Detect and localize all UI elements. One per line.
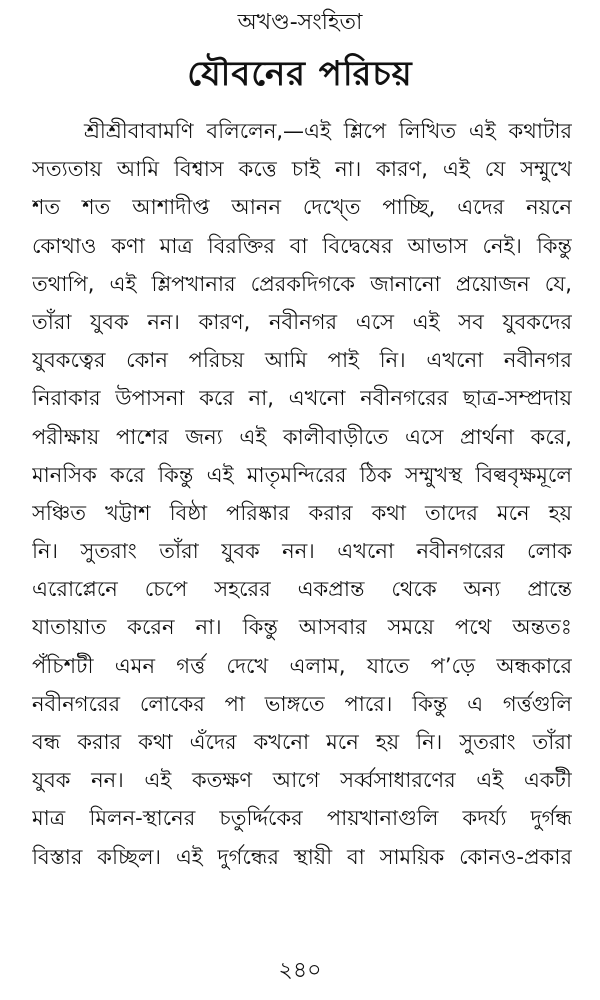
body-paragraph: [32, 112, 572, 876]
text-line: বিস্তার কচ্ছিল। এই দুর্গন্ধের স্থায়ী বা সাময়িক কোনও-প্রকার: [32, 844, 572, 869]
text-line: নবীনগরের লোকের পা ভাঙ্গতে পারে। কিন্তু এ গর্ত্তগুলি: [32, 691, 572, 716]
text-line: সত্যতায় আমি বিশ্বাস কত্তে চাই না। কারণ, এই যে সম্মুখে: [32, 157, 572, 182]
text-line: মানসিক করে কিন্তু এই মাতৃমন্দিরের ঠিক সম্মুখস্থ বিল্ববৃক্ষমূলে: [32, 462, 572, 487]
text-line: যুবক নন। এই কতক্ষণ আগে সর্ব্বসাধারণের এই একটী: [32, 768, 572, 793]
text-line: মাত্র মিলন-স্থানের চতুর্দ্দিকের পায়খানাগুলি কদর্য্য দুর্গন্ধ: [32, 806, 572, 831]
chapter-title: যৌবনের পরিচয়: [187, 54, 413, 94]
text-line: পঁচিশটী এমন গর্ত্ত দেখে এলাম, যাতে প’ড়ে অন্ধকারে: [32, 653, 572, 678]
running-head: অখণ্ড-সংহিতা: [237, 10, 363, 35]
text-line: যুবকত্বের কোন পরিচয় আমি পাই নি। এখনো নবীনগর: [32, 348, 572, 373]
text-line: নিরাকার উপাসনা করে না, এখনো নবীনগরের ছাত্র-সম্প্রদায়: [32, 386, 572, 411]
page-number: ২৪০: [278, 958, 322, 983]
text-line: পরীক্ষায় পাশের জন্য এই কালীবাড়ীতে এসে প্রার্থনা করে,: [32, 424, 572, 449]
text-line: শত শত আশাদীপ্ত আনন দেখ্তে পাচ্ছি, এদের নয়নে: [32, 195, 572, 220]
text-line: তথাপি, এই শ্লিপখানার প্রেরকদিগকে জানানো প্রয়োজন যে,: [32, 271, 572, 296]
text-line: যাতায়াত করেন না। কিন্তু আসবার সময়ে পথে অন্ততঃ: [32, 615, 572, 640]
text-line: বন্ধ করার কথা এঁদের কখনো মনে হয় নি। সুতরাং তাঁরা: [32, 730, 572, 754]
text-line: শ্রীশ্রীবাবামণি বলিলেন,—এই শ্লিপে লিখিত এই কথাটার: [84, 119, 572, 143]
text-line: এরোপ্লেনে চেপে সহরের একপ্রান্ত থেকে অন্য প্রান্তে: [32, 577, 572, 602]
text-line: নি। সুতরাং তাঁরা যুবক নন। এখনো নবীনগরের লোক: [32, 539, 572, 564]
text-line: সঞ্চিত খট্টাশ বিষ্ঠা পরিষ্কার করার কথা তাদের মনে হয়: [32, 500, 572, 525]
text-line: কোথাও কণা মাত্র বিরক্তির বা বিদ্বেষের আভাস নেই। কিন্তু: [32, 233, 572, 258]
text-line: তাঁরা যুবক নন। কারণ, নবীনগর এসে এই সব যুবকদের: [32, 309, 572, 334]
